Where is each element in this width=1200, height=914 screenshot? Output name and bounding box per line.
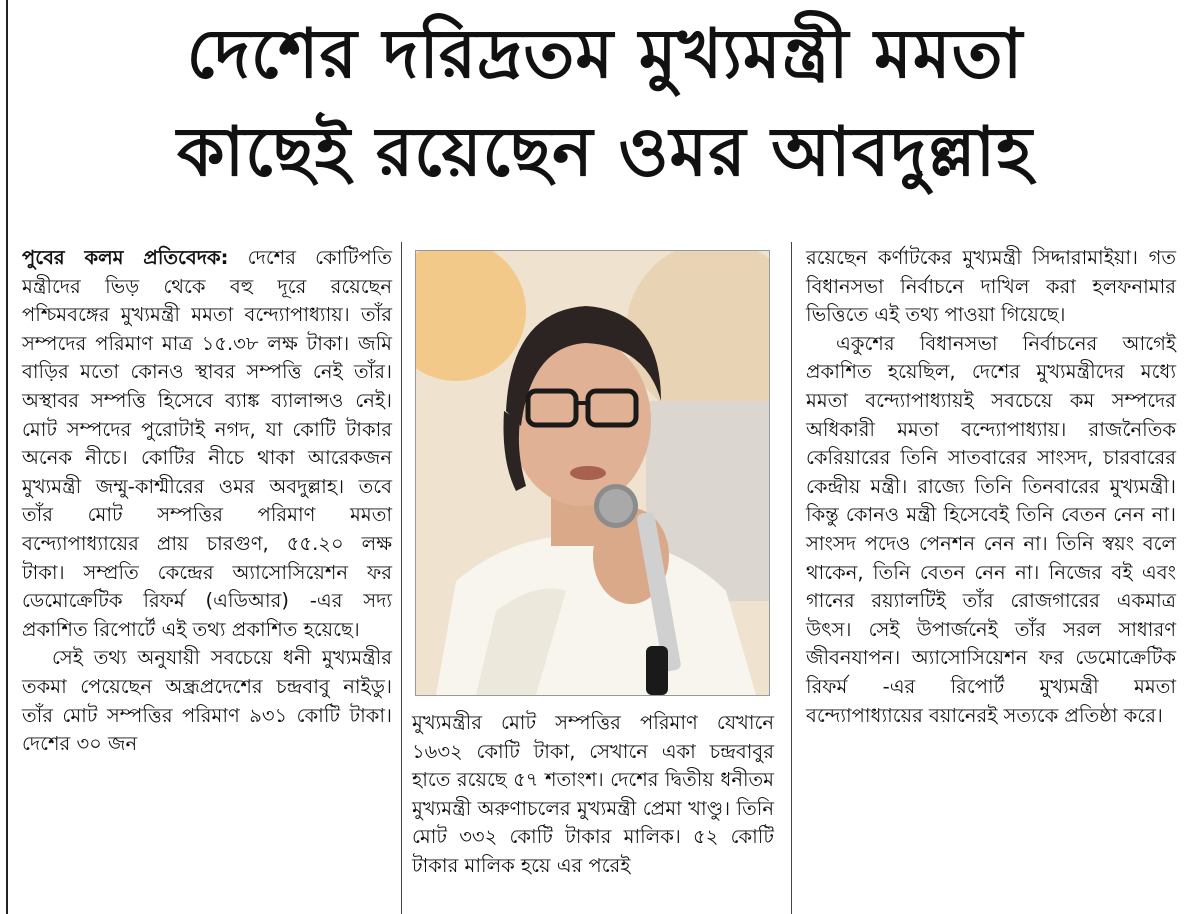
page-left-border [6, 0, 8, 914]
column-divider-1 [401, 242, 402, 914]
article-column-2 [412, 709, 774, 881]
article-photo [415, 250, 770, 696]
headline-line-1: দেশের দরিদ্রতম মুখ্যমন্ত্রী মমতা [186, 15, 1024, 94]
paragraph-4: রয়েছেন কর্ণাটকের মুখ্যমন্ত্রী সিদ্দারামাইয়া। গত বিধানসভা নির্বাচনে দাখিল করা হলফনামার ভিত্তিতে এই তথ্য পাওয়া গিয়েছে। [806, 246, 1176, 327]
paragraph-5: একুশের বিধানসভা নির্বাচনের আগেই প্রকাশিত হয়েছিল, দেশের মুখ্যমন্ত্রীদের মধ্যে মমতা বন্দ্যোপাধ্যায়ই সবচেয়ে কম সম্পদের অধিকারী মমতা বন্দ্যোপাধ্যায়। রাজনৈতিক কেরিয়ারের তিনি সাতবারের সাংসদ, চারবারের কেন্দ্রীয় মন্ত্রী। রাজ্যে তিনি তিনবারের মুখ্যমন্ত্রী। কিন্তু কোনও মন্ত্রী হিসেবেই তিনি বেতন নেন না। সাংসদ পদেও পেনশন নেন না। তিনি স্বয়ং বলে থাকেন, তিনি বেতন নেন না। নিজের বই এবং গানের রয়্যালটিই তাঁর রোজগারের একমাত্র উৎস। সেই উপার্জনেই তাঁর সরল সাধারণ জীবনযাপন। অ্যাসোসিয়েশন ফর ডেমোক্রেটিক রিফর্ম -এর রিপোর্ট মুখ্যমন্ত্রী মমতা বন্দ্যোপাধ্যায়ের বয়ানেরই সত্যকে প্রতিষ্ঠা করে। [806, 331, 1176, 727]
paragraph-1-text: দেশের কোটিপতি মন্ত্রীদের ভিড় থেকে বহু দূরে রয়েছেন পশ্চিমবঙ্গের মুখ্যমন্ত্রী মমতা বন্দ্যোপাধ্যায়। তাঁর সম্পদের পরিমাণ মাত্র ১৫.৩৮ লক্ষ টাকা। জমি বাড়ির মতো কোনও স্থাবর সম্পত্তি নেই তাঁর। অস্থাবর সম্পত্তি হিসেবে ব্যাঙ্ক ব্যালান্সও নেই। মোট সম্পদের পুরোটাই নগদ, যা কোটি টাকার অনেক নীচে। কোটির নীচে থাকা আরেকজন মুখ্যমন্ত্রী জম্মু-কাশ্মীরের ওমর অবদুল্লাহ। তবে তাঁর মোট সম্পত্তির পরিমাণ মমতা বন্দ্যোপাধ্যায়ের প্রায় চারগুণ, ৫৫.২০ লক্ষ টাকা। সম্প্রতি কেন্দ্রের অ্যাসোসিয়েশন ফর ডেমোক্রেটিক রিফর্ম (এডিআর) -এর সদ্য প্রকাশিত রিপোর্টে এই তথ্য প্রকাশিত হয়েছে। [22, 246, 393, 641]
headline [30, 6, 1180, 202]
byline: পুবের কলম প্রতিবেদক: [22, 246, 229, 269]
article-column-1 [22, 244, 392, 759]
article-column-3 [806, 244, 1176, 730]
paragraph-3: মুখ্যমন্ত্রীর মোট সম্পত্তির পরিমাণ যেখানে ১৬৩২ কোটি টাকা, সেখানে একা চন্দ্রবাবুর হাতে রয়েছে ৫৭ শতাংশ। দেশের দ্বিতীয় ধনীতম মুখ্যমন্ত্রী অরুণাচলের মুখ্যমন্ত্রী প্রেমা খাণ্ডু। তিনি মোট ৩৩২ কোটি টাকার মালিক। ৫২ কোটি টাকার মালিক হয়ে এর পরেই [412, 711, 774, 877]
headline-line-2: কাছেই রয়েছেন ওমর আবদুল্লাহ [176, 113, 1034, 192]
paragraph-1 [22, 244, 392, 644]
paragraph-2: সেই তথ্য অনুযায়ী সবচেয়ে ধনী মুখ্যমন্ত্রীর তকমা পেয়েছেন অন্ধ্রপ্রদেশের চন্দ্রবাবু নাইডু। তাঁর মোট সম্পত্তির পরিমাণ ৯৩১ কোটি টাকা। দেশের ৩০ জন [22, 646, 392, 756]
photo-illustration [416, 251, 769, 695]
column-divider-2 [791, 242, 792, 914]
